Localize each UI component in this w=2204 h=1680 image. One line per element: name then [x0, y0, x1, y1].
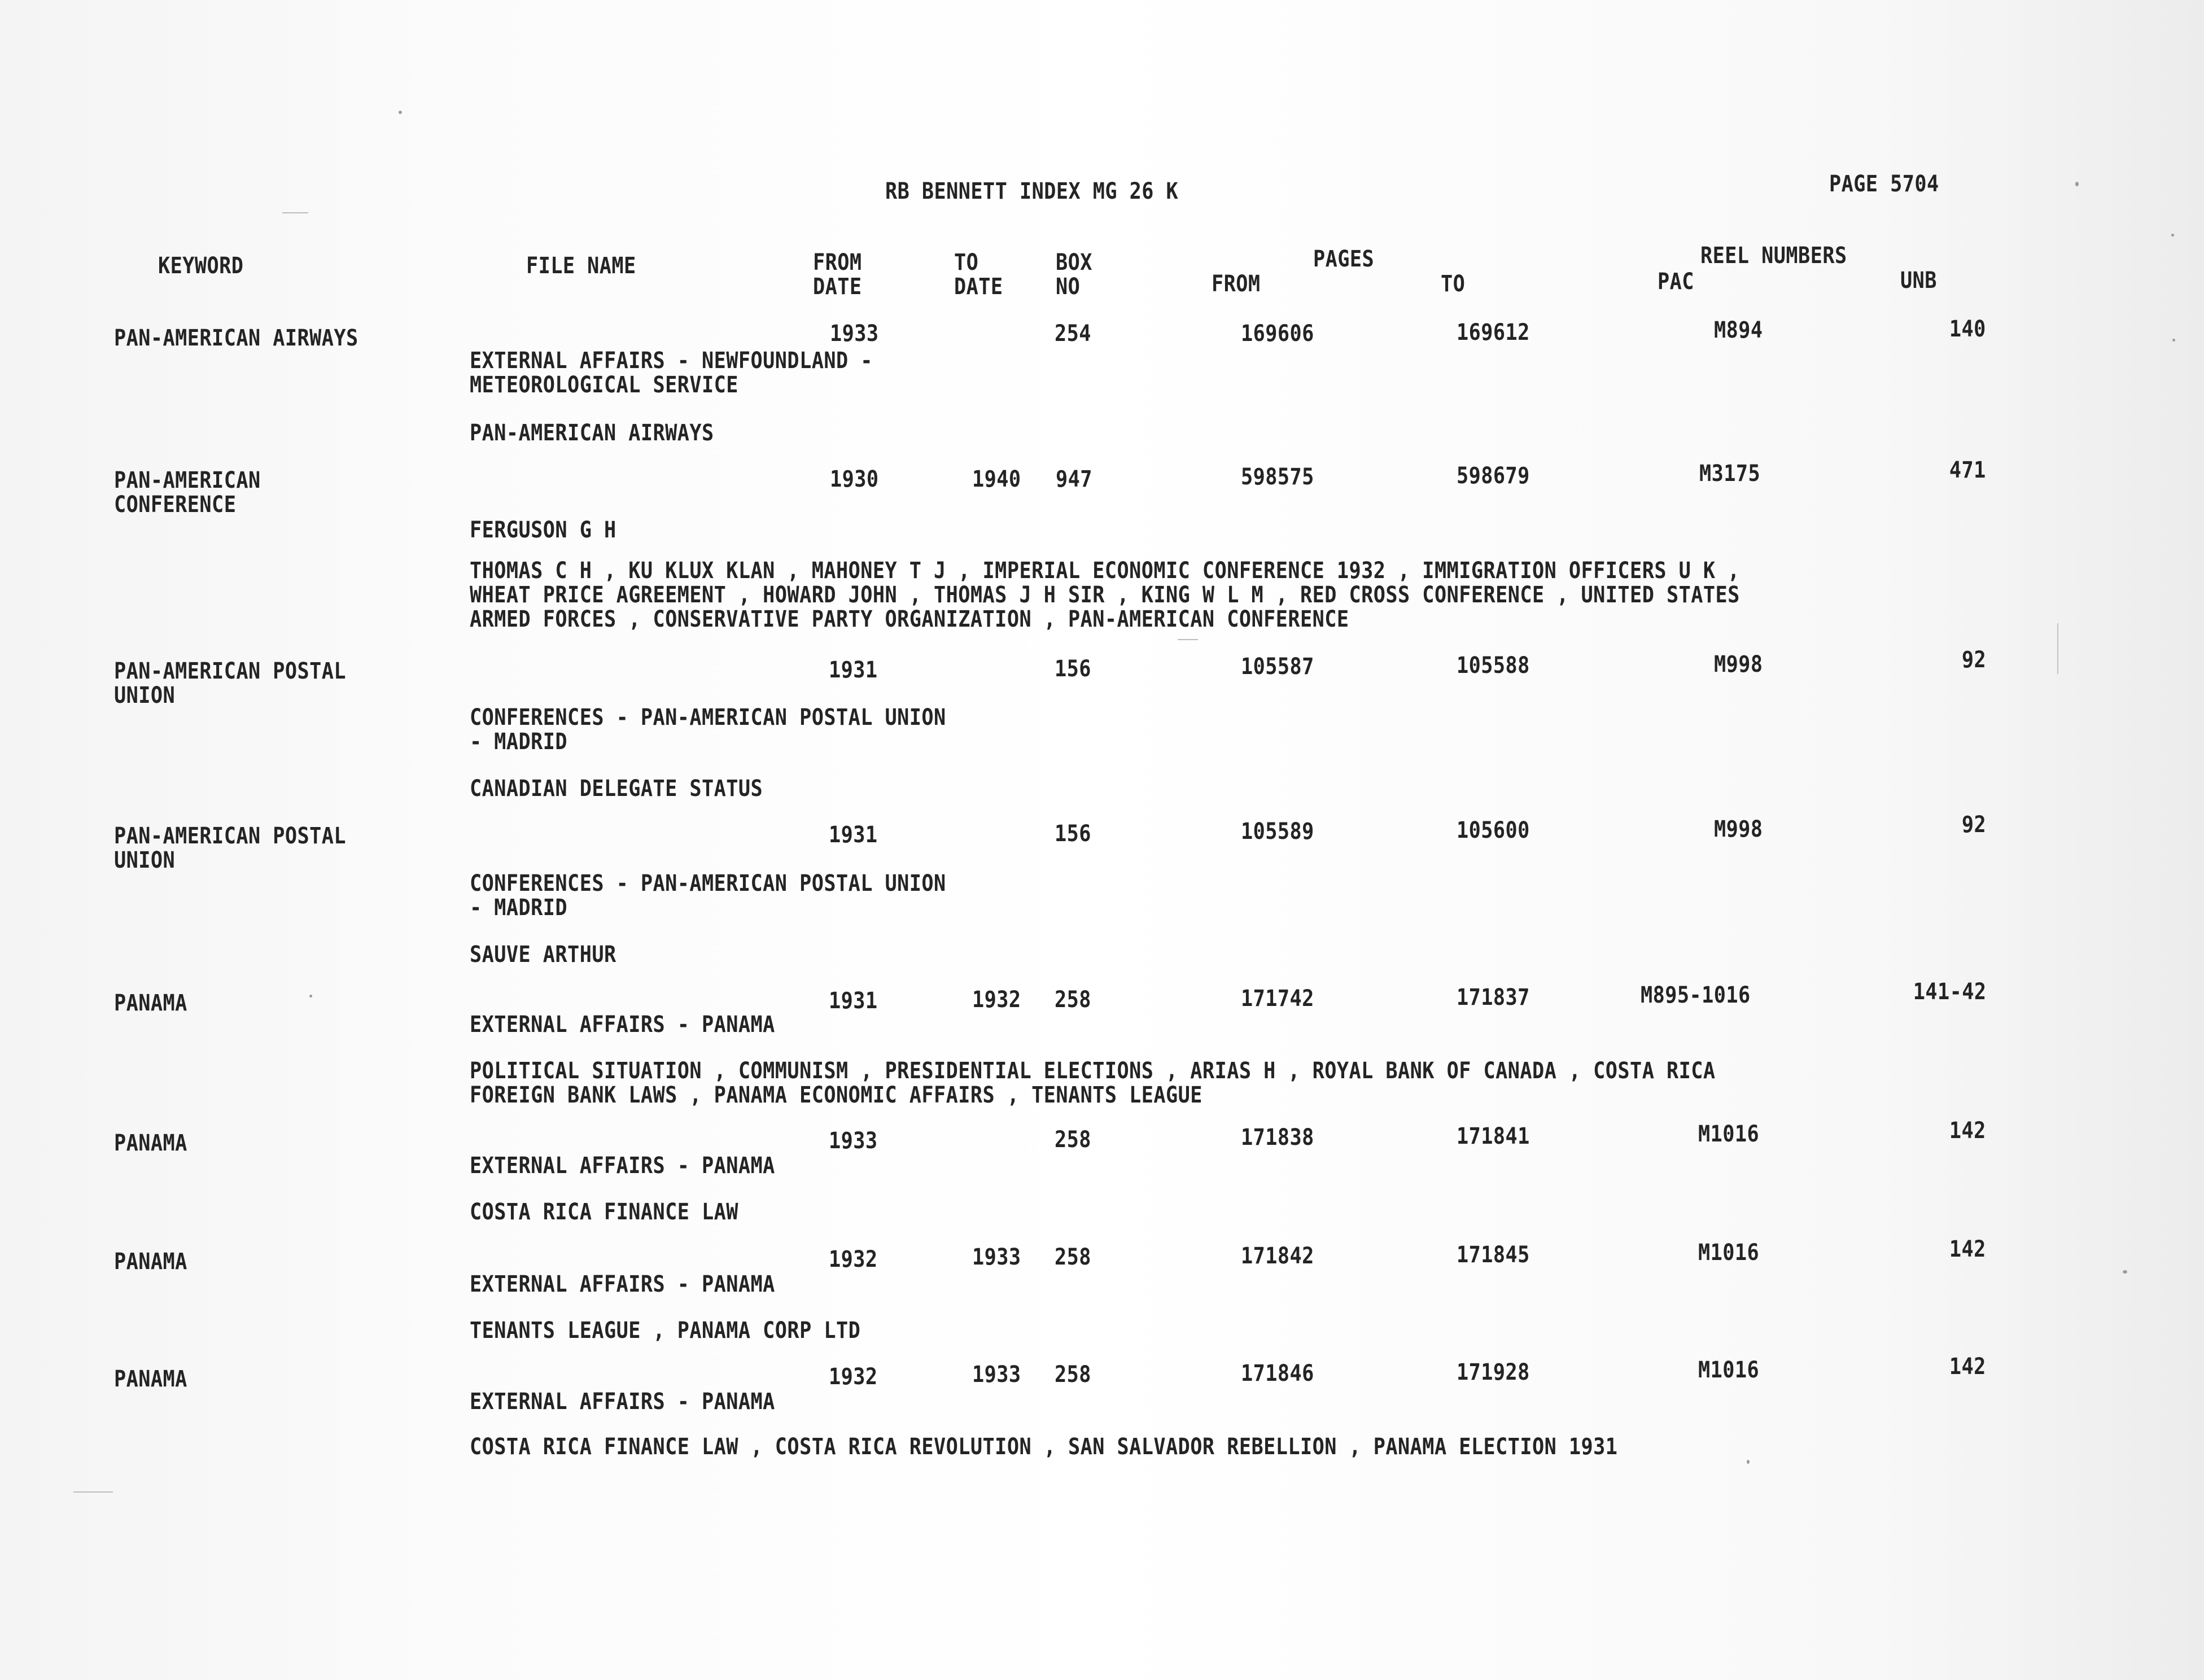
entry-keyword: PAN-AMERICAN POSTAL UNION	[114, 658, 347, 708]
entry-file-name: EXTERNAL AFFAIRS - PANAMA	[470, 1389, 775, 1415]
scan-speck	[2171, 234, 2174, 237]
entry-pac: M894	[1714, 317, 1763, 343]
entry-page-to: 105588	[1457, 653, 1530, 679]
entry-unb: 141-42	[1913, 979, 1986, 1005]
entry-pac: M1016	[1698, 1240, 1760, 1266]
entry-from-date: 1931	[829, 657, 878, 683]
scan-mark	[282, 212, 308, 213]
entry-pac: M998	[1714, 651, 1763, 677]
entry-unb: 140	[1949, 316, 1986, 342]
column-header-box-no: BOX NO	[1056, 250, 1092, 300]
entry-to-date: 1940	[972, 466, 1021, 492]
entry-pac: M3175	[1699, 461, 1761, 487]
column-header-file-name: FILE NAME	[526, 253, 636, 279]
entry-page-from: 105587	[1241, 654, 1314, 680]
column-header-unb: UNB	[1900, 268, 1937, 294]
entry-subject: TENANTS LEAGUE , PANAMA CORP LTD	[470, 1318, 861, 1344]
entry-to-date: 1933	[972, 1362, 1021, 1388]
column-header-reel-numbers: REEL NUMBERS	[1700, 243, 1847, 269]
column-header-to-date: TO DATE	[954, 250, 1003, 300]
entry-to-date: 1933	[972, 1244, 1021, 1270]
entry-file-name: EXTERNAL AFFAIRS - NEWFOUNDLAND - METEOROLOGICAL SERVICE	[470, 348, 873, 398]
entry-keyword: PAN-AMERICAN CONFERENCE	[114, 467, 261, 518]
entry-pac: M1016	[1698, 1121, 1760, 1147]
entry-from-date: 1933	[829, 1128, 878, 1154]
entry-from-date: 1932	[829, 1364, 878, 1390]
entry-keyword: PANAMA	[114, 1366, 187, 1392]
entry-keyword: PANAMA	[114, 1249, 187, 1275]
entry-box-no: 156	[1055, 656, 1091, 682]
entry-from-date: 1931	[829, 988, 878, 1014]
entry-keyword: PANAMA	[114, 990, 187, 1016]
column-header-pac: PAC	[1658, 269, 1694, 295]
entry-page-to: 171928	[1457, 1359, 1530, 1385]
entry-pac: M895-1016	[1641, 982, 1751, 1008]
entry-page-to: 105600	[1457, 817, 1530, 843]
entry-page-from: 171838	[1241, 1125, 1314, 1150]
entry-box-no: 254	[1055, 321, 1091, 347]
entry-file-name: CONFERENCES - PAN-AMERICAN POSTAL UNION - MADRID	[470, 870, 946, 921]
entry-page-to: 171845	[1457, 1242, 1530, 1268]
entry-unb: 142	[1949, 1236, 1986, 1262]
entry-subject: COSTA RICA FINANCE LAW , COSTA RICA REVOLUTION , SAN SALVADOR REBELLION , PANAMA ELECTION 1931	[470, 1434, 1618, 1460]
page-title: RB BENNETT INDEX MG 26 K	[885, 178, 1179, 204]
entry-subject: SAUVE ARTHUR	[470, 942, 616, 968]
entry-keyword: PAN-AMERICAN POSTAL UNION	[114, 823, 347, 873]
entry-box-no: 258	[1055, 1244, 1091, 1270]
scan-speck	[2172, 339, 2175, 342]
scan-mark	[1178, 639, 1198, 640]
entry-unb: 92	[1961, 647, 1986, 673]
entry-file-name: CONFERENCES - PAN-AMERICAN POSTAL UNION - MADRID	[470, 705, 946, 755]
entry-box-no: 258	[1055, 987, 1091, 1013]
entry-page-from: 171742	[1241, 986, 1314, 1012]
entry-page-to: 171837	[1457, 985, 1530, 1010]
column-header-keyword: KEYWORD	[158, 253, 244, 279]
column-header-from-date: FROM DATE	[813, 250, 862, 300]
scan-speck	[399, 111, 402, 114]
entry-unb: 142	[1949, 1118, 1986, 1144]
entry-box-no: 258	[1055, 1362, 1091, 1388]
column-header-pages-to: TO	[1441, 271, 1466, 297]
entry-page-from: 169606	[1241, 321, 1314, 347]
column-header-pages: PAGES	[1313, 246, 1375, 272]
entry-unb: 142	[1949, 1354, 1986, 1380]
entry-pac: M998	[1714, 816, 1763, 842]
entry-from-date: 1932	[829, 1246, 878, 1272]
scan-speck	[2123, 1270, 2127, 1274]
entry-file-name: FERGUSON G H	[470, 517, 616, 543]
entry-box-no: 947	[1056, 466, 1092, 492]
scan-speck	[1747, 1460, 1750, 1464]
entry-from-date: 1931	[829, 822, 878, 848]
entry-page-to: 169612	[1457, 320, 1530, 345]
entry-file-name: EXTERNAL AFFAIRS - PANAMA	[470, 1012, 775, 1038]
entry-unb: 471	[1949, 457, 1986, 483]
scan-speck	[2075, 182, 2079, 186]
entry-keyword: PANAMA	[114, 1130, 187, 1156]
entry-subject: THOMAS C H , KU KLUX KLAN , MAHONEY T J , IMPERIAL ECONOMIC CONFERENCE 1932 , IMMIGRATION OFFICERS U K , WHEAT PRICE AGREEMENT , HOWARD JOHN , THOMAS J H SIR , KING W L M , RED CROSS CONFERENCE , UNITED STATES ARMED FORCES , CONSERVATIVE PARTY ORGANIZATION , PAN-AMERICAN CONFERENCE	[470, 558, 1740, 632]
scan-mark	[2057, 623, 2058, 674]
entry-subject: COSTA RICA FINANCE LAW	[470, 1199, 738, 1225]
scan-speck	[309, 995, 312, 998]
entry-file-name: EXTERNAL AFFAIRS - PANAMA	[470, 1271, 775, 1297]
entry-page-to: 598679	[1457, 463, 1530, 489]
entry-subject: POLITICAL SITUATION , COMMUNISM , PRESIDENTIAL ELECTIONS , ARIAS H , ROYAL BANK OF CANADA , COSTA RICA FOREIGN BANK LAWS , PANAMA ECONOMIC AFFAIRS , TENANTS LEAGUE	[470, 1058, 1716, 1108]
entry-subject: PAN-AMERICAN AIRWAYS	[470, 420, 714, 446]
column-header-pages-from: FROM	[1212, 271, 1261, 297]
entry-from-date: 1930	[830, 466, 879, 492]
entry-page-from: 105589	[1241, 819, 1314, 845]
entry-page-from: 171842	[1241, 1243, 1314, 1269]
entry-page-from: 171846	[1241, 1360, 1314, 1386]
entry-to-date: 1932	[972, 987, 1021, 1013]
entry-box-no: 258	[1055, 1127, 1091, 1153]
entry-pac: M1016	[1698, 1357, 1760, 1383]
entry-subject: CANADIAN DELEGATE STATUS	[470, 776, 763, 802]
scan-mark	[73, 1491, 113, 1493]
entry-file-name: EXTERNAL AFFAIRS - PANAMA	[470, 1153, 775, 1179]
page-number: PAGE 5704	[1829, 171, 1939, 197]
entry-box-no: 156	[1055, 821, 1091, 847]
entry-page-to: 171841	[1457, 1123, 1530, 1149]
entry-from-date: 1933	[830, 321, 879, 347]
entry-page-from: 598575	[1241, 464, 1314, 490]
entry-keyword: PAN-AMERICAN AIRWAYS	[114, 325, 358, 351]
entry-unb: 92	[1961, 812, 1986, 838]
